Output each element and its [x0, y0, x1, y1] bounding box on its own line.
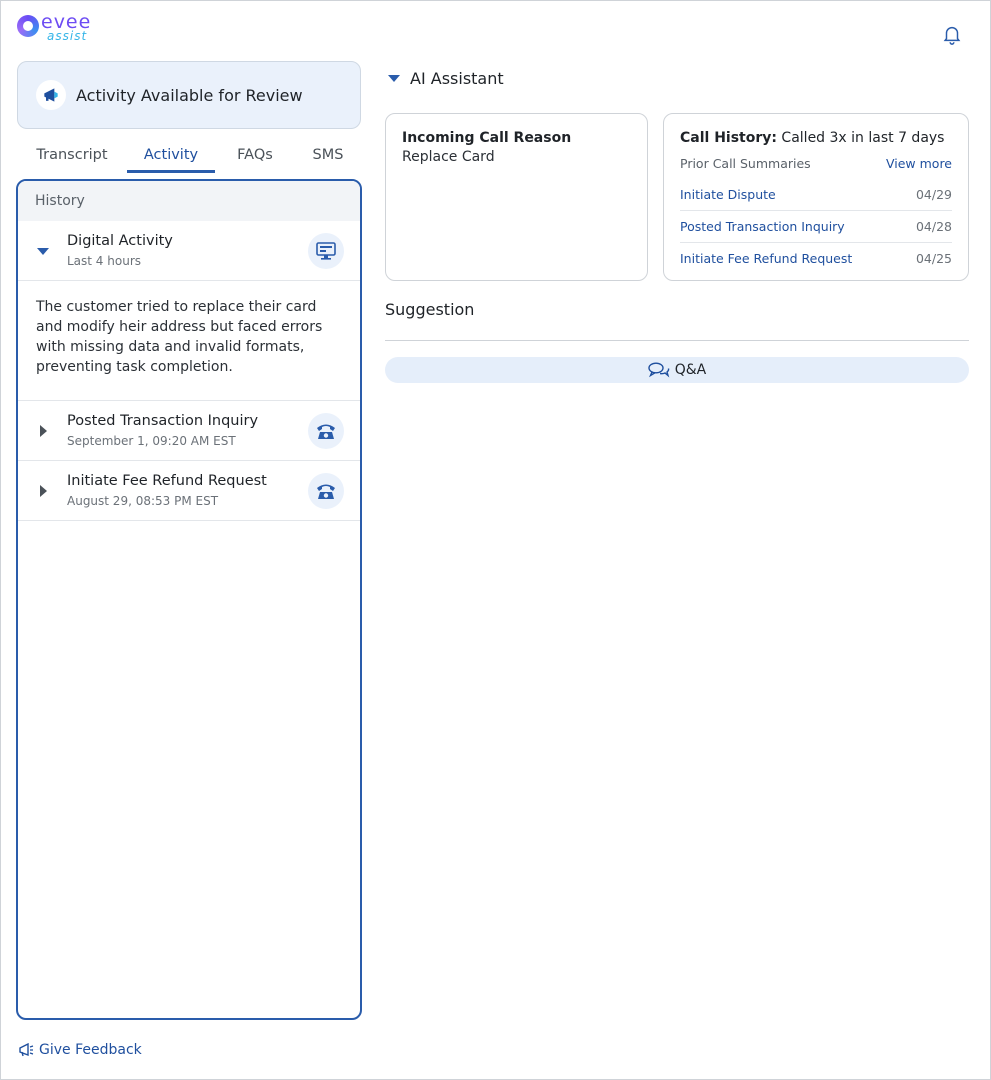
qa-label: Q&A	[674, 362, 707, 378]
app-logo	[17, 13, 97, 41]
call-history-label: Call History:	[680, 130, 777, 146]
logo-sub: assist	[47, 29, 88, 43]
prior-call-date: 04/29	[915, 187, 952, 202]
phone-icon	[308, 473, 344, 509]
divider	[385, 340, 969, 341]
history-heading: History	[18, 181, 360, 221]
computer-icon	[308, 233, 344, 269]
tab-bar	[17, 141, 361, 175]
caret-right-icon	[39, 424, 48, 438]
call-history-title	[680, 130, 952, 146]
prior-call-label: Posted Transaction Inquiry	[680, 219, 845, 234]
activity-review-banner[interactable]	[17, 61, 361, 129]
prior-call-date: 04/28	[915, 219, 952, 234]
prior-call-list	[680, 179, 952, 275]
tab-transcript[interactable]: Transcript	[36, 147, 108, 163]
call-reason-value: Replace Card	[402, 149, 495, 165]
phone-icon	[308, 413, 344, 449]
prior-call-date: 04/25	[915, 251, 952, 266]
history-item-subtitle: Last 4 hours	[67, 254, 141, 268]
history-panel	[16, 179, 362, 1020]
ai-assistant-toggle[interactable]	[387, 69, 504, 88]
ai-assistant-title: AI Assistant	[410, 69, 504, 88]
tab-sms[interactable]: SMS	[312, 147, 344, 163]
digital-activity-summary: The customer tried to replace their card and modify heir address but faced errors with missing data and invalid formats, preventing task completion.	[18, 281, 360, 401]
caret-right-icon	[39, 484, 48, 498]
history-item-title: Posted Transaction Inquiry	[67, 413, 259, 429]
tab-activity[interactable]: Activity	[127, 141, 215, 173]
prior-call-label: Initiate Fee Refund Request	[680, 251, 853, 266]
chat-bubbles-icon	[648, 362, 670, 378]
tab-faqs[interactable]: FAQs	[237, 147, 273, 163]
history-item-fee-refund[interactable]	[18, 461, 360, 521]
prior-call-item[interactable]	[680, 179, 952, 211]
qa-button[interactable]	[385, 357, 969, 383]
caret-down-icon	[36, 247, 50, 256]
logo-mark-icon	[17, 15, 39, 37]
logo-word: evee	[41, 11, 92, 33]
history-item-digital-activity[interactable]	[18, 221, 360, 281]
view-more-link[interactable]: View more	[885, 156, 952, 171]
megaphone-icon	[19, 1043, 34, 1057]
suggestion-heading: Suggestion	[385, 300, 475, 319]
give-feedback-link[interactable]	[19, 1042, 142, 1058]
incoming-call-reason-card	[385, 113, 648, 281]
call-history-card	[663, 113, 969, 281]
caret-down-icon	[387, 74, 401, 83]
history-item-subtitle: September 1, 09:20 AM EST	[67, 434, 236, 448]
notification-bell-icon[interactable]	[941, 23, 963, 45]
call-history-count: Called 3x in last 7 days	[776, 130, 945, 146]
history-item-title: Initiate Fee Refund Request	[67, 473, 267, 489]
call-reason-title: Incoming Call Reason	[402, 130, 572, 146]
history-item-posted-transaction[interactable]	[18, 401, 360, 461]
prior-call-summaries-label: Prior Call Summaries	[680, 156, 811, 171]
history-item-subtitle: August 29, 08:53 PM EST	[67, 494, 219, 508]
megaphone-icon	[36, 80, 66, 110]
prior-call-item[interactable]	[680, 243, 952, 275]
prior-call-label: Initiate Dispute	[680, 187, 776, 202]
prior-call-item[interactable]	[680, 211, 952, 243]
give-feedback-label: Give Feedback	[39, 1042, 142, 1058]
review-banner-title: Activity Available for Review	[76, 85, 303, 105]
history-item-title: Digital Activity	[67, 233, 173, 249]
